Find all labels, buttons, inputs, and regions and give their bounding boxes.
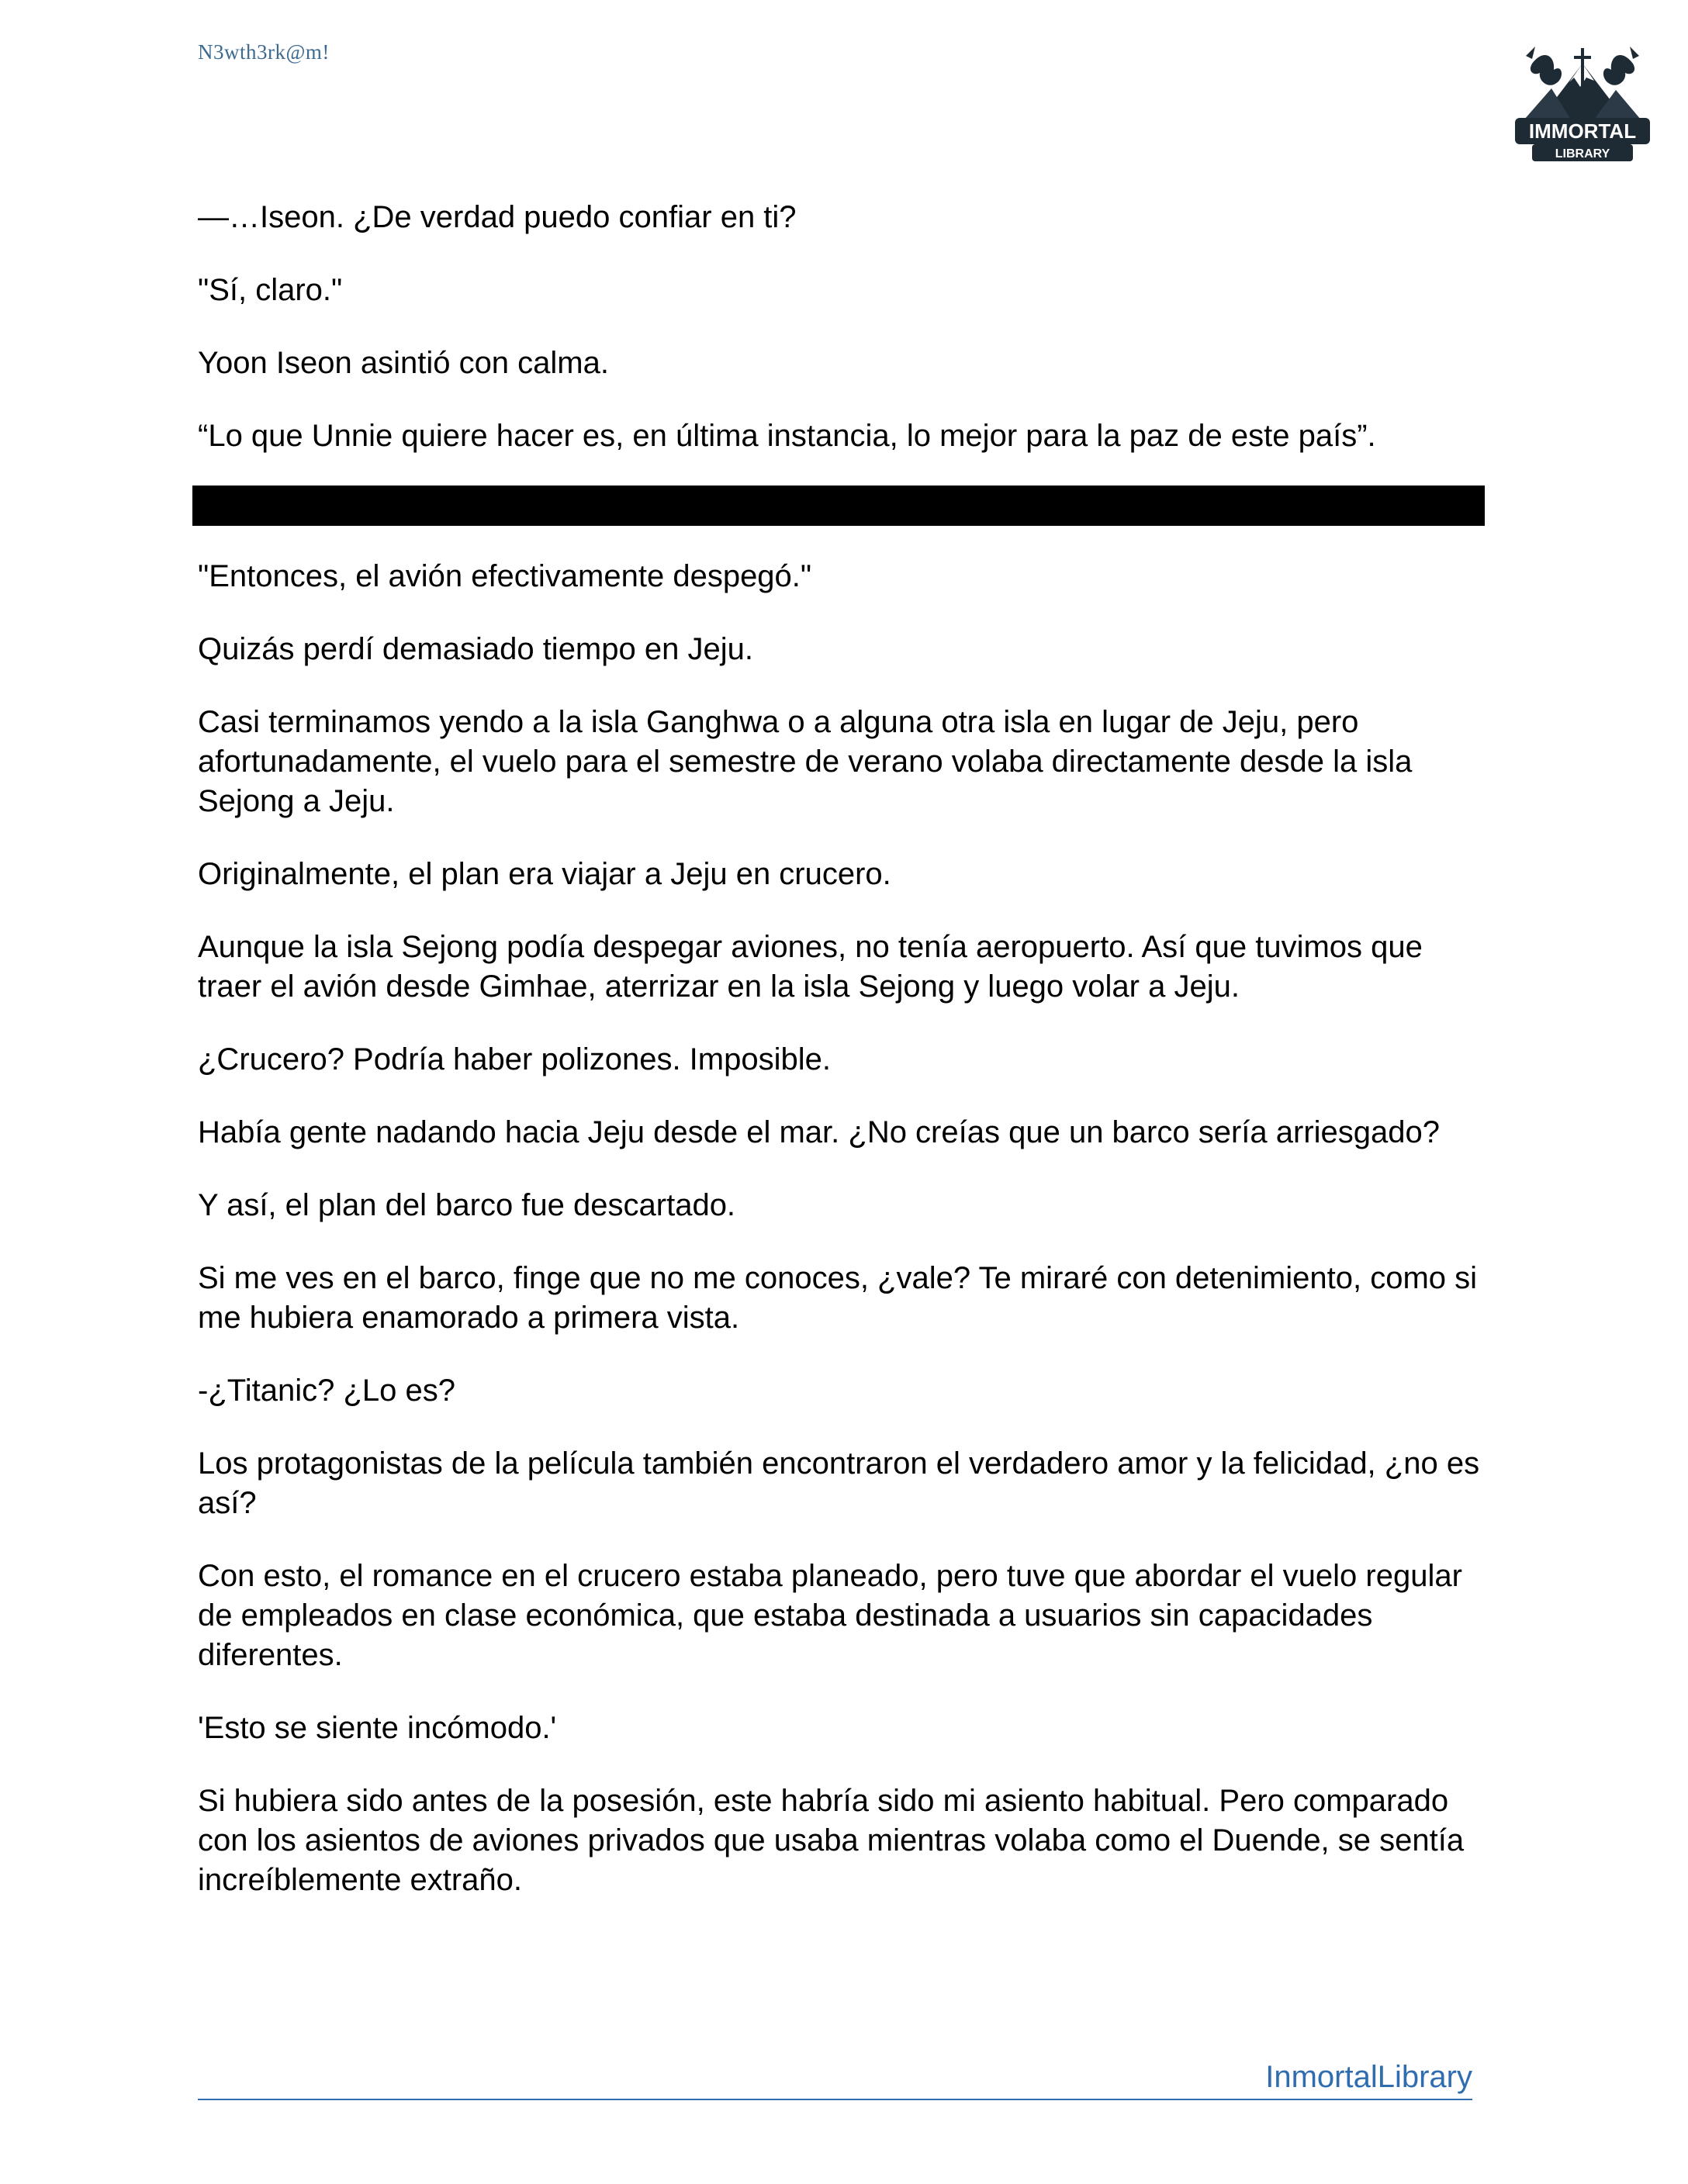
paragraph: Yoon Iseon asintió con calma. (198, 346, 609, 380)
paragraph: —…Iseon. ¿De verdad puedo confiar en ti? (198, 200, 797, 234)
document-section-1 (198, 198, 1486, 489)
immortal-library-logo (1509, 33, 1656, 164)
section-divider (192, 486, 1485, 526)
paragraph: Con esto, el romance en el crucero estaba planeado, pero tuve que abordar el vuelo regular de empleados en clase económica, que estaba destinada a usuarios sin capacidades diferentes. (198, 1559, 1462, 1672)
watermark-text: N3wth3rk@m! (198, 40, 330, 64)
paragraph: 'Esto se siente incómodo.' (198, 1711, 557, 1745)
paragraph: Si me ves en el barco, finge que no me conoces, ¿vale? Te miraré con detenimiento, como si me hubiera enamorado a primera vista. (198, 1261, 1478, 1335)
paragraph: Si hubiera sido antes de la posesión, este habría sido mi asiento habitual. Pero comparado con los asientos de aviones privados que usaba mientras volaba como el Duende, se sentía increíblemente extraño. (198, 1784, 1465, 1897)
paragraph: ¿Crucero? Podría haber polizones. Imposible. (198, 1042, 831, 1076)
paragraph: -¿Titanic? ¿Lo es? (198, 1374, 455, 1408)
logo-text-top: IMMORTAL (1528, 119, 1637, 143)
paragraph: “Lo que Unnie quiere hacer es, en última instancia, lo mejor para la paz de este país”. (198, 419, 1376, 453)
document-section-2 (198, 557, 1486, 1933)
footer-link[interactable]: InmortalLibrary (1265, 2060, 1472, 2094)
paragraph: Aunque la isla Sejong podía despegar aviones, no tenía aeropuerto. Así que tuvimos que traer el avión desde Gimhae, aterrizar en la isla Sejong y luego volar a Jeju. (198, 930, 1423, 1004)
footer-rule (198, 2099, 1472, 2100)
paragraph: Los protagonistas de la película también encontraron el verdadero amor y la felicidad, ¿no es así? (198, 1446, 1480, 1520)
paragraph: Originalmente, el plan era viajar a Jeju en crucero. (198, 857, 891, 891)
paragraph: Había gente nadando hacia Jeju desde el mar. ¿No creías que un barco sería arriesgado? (198, 1115, 1441, 1149)
paragraph: "Sí, claro." (198, 273, 343, 307)
paragraph: Casi terminamos yendo a la isla Ganghwa o a alguna otra isla en lugar de Jeju, pero afortunadamente, el vuelo para el semestre de verano volaba directamente desde la isla Sejong a Jeju. (198, 705, 1413, 818)
paragraph: Y así, el plan del barco fue descartado. (198, 1188, 736, 1222)
logo-text-bottom: LIBRARY (1555, 147, 1610, 161)
paragraph: Quizás perdí demasiado tiempo en Jeju. (198, 632, 753, 666)
paragraph: "Entonces, el avión efectivamente despegó." (198, 559, 812, 593)
